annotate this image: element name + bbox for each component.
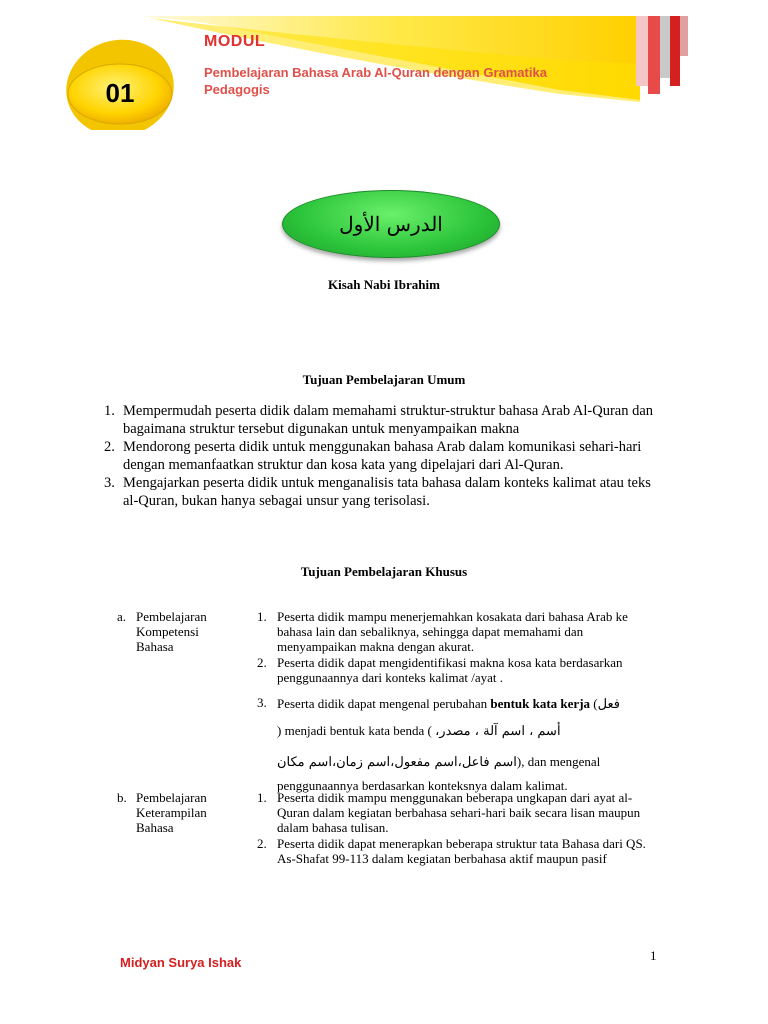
stripe-3 <box>660 16 670 78</box>
specific-objectives-heading: Tujuan Pembelajaran Khusus <box>300 564 468 579</box>
section-a-label: Pembelajaran Kompetensi Bahasa <box>136 609 207 654</box>
lesson-title-pill <box>282 190 500 258</box>
module-title: MODUL <box>204 33 266 50</box>
list-item: 2. Peserta didik dapat mengidentifikasi makna kosa kata berdasarkan penggunaannya dari konteks kalimat /ayat . <box>257 655 623 685</box>
general-objectives-list <box>104 403 654 511</box>
list-item: 3. Mengajarkan peserta didik untuk menganalisis tata bahasa dalam konteks kalimat atau teks al-Quran, bukan hanya sebagai unsur yang terisolasi. <box>104 475 651 509</box>
story-title: Kisah Nabi Ibrahim <box>328 277 440 292</box>
list-item: 2. Mendorong peserta didik untuk menggunakan bahasa Arab dalam komunikasi sehari-hari dengan memanfaatkan struktur dan kosa kata yang dipelajari dari Al-Quran. <box>104 439 642 473</box>
list-item: 1. Peserta didik mampu menerjemahkan kosakata dari bahasa Arab ke bahasa lain dan sebaliknya, sehingga dapat memahami dan menyampaikan makna dengan akurat. <box>257 609 628 654</box>
section-a-list <box>257 609 657 793</box>
section-b-label: Pembelajaran Keterampilan Bahasa <box>136 790 207 835</box>
list-item: 1. Peserta didik mampu menggunakan beberapa ungkapan dari ayat al-Quran dalam kegiatan berbahasa sehari-hari baik secara lisan maupun dalam bahasa tulisan. <box>257 790 641 835</box>
stripe-2 <box>648 16 660 94</box>
general-objectives-heading: Tujuan Pembelajaran Umum <box>302 372 466 387</box>
list-item: 1. Mempermudah peserta didik dalam memahami struktur-struktur bahasa Arab Al-Quran dan bagaimana struktur tersebut digunakan untuk menyampaikan makna <box>104 403 654 437</box>
footer-author: Midyan Surya Ishak <box>120 955 242 970</box>
list-item: 2. Peserta didik dapat menerapkan beberapa struktur tata Bahasa dari QS. As-Shafat 99-113 dalam kegiatan berbahasa aktif maupun pasif <box>257 836 646 866</box>
list-item: 3. Peserta didik dapat mengenal perubahan bentuk kata kerja (فعل ) menjadi bentuk kata benda ( أسم ، اسم آلة ، مصدر، اسم فاعل،اسم مفعول،اسم زمان،اسم مكان), dan mengenal penggunaannya berdasarkan konteksnya dalam kalimat. <box>257 695 620 793</box>
module-subtitle: Pembelajaran Bahasa Arab Al-Quran dengan Gramatika Pedagogis <box>204 65 547 97</box>
stripe-5 <box>680 16 688 56</box>
stripe-1 <box>636 16 648 86</box>
page-number: 1 <box>650 948 657 963</box>
stripe-4 <box>670 16 680 86</box>
lesson-arabic-title: الدرس الأول <box>339 212 443 236</box>
module-number: 01 <box>105 78 135 108</box>
section-b-list <box>257 790 657 866</box>
